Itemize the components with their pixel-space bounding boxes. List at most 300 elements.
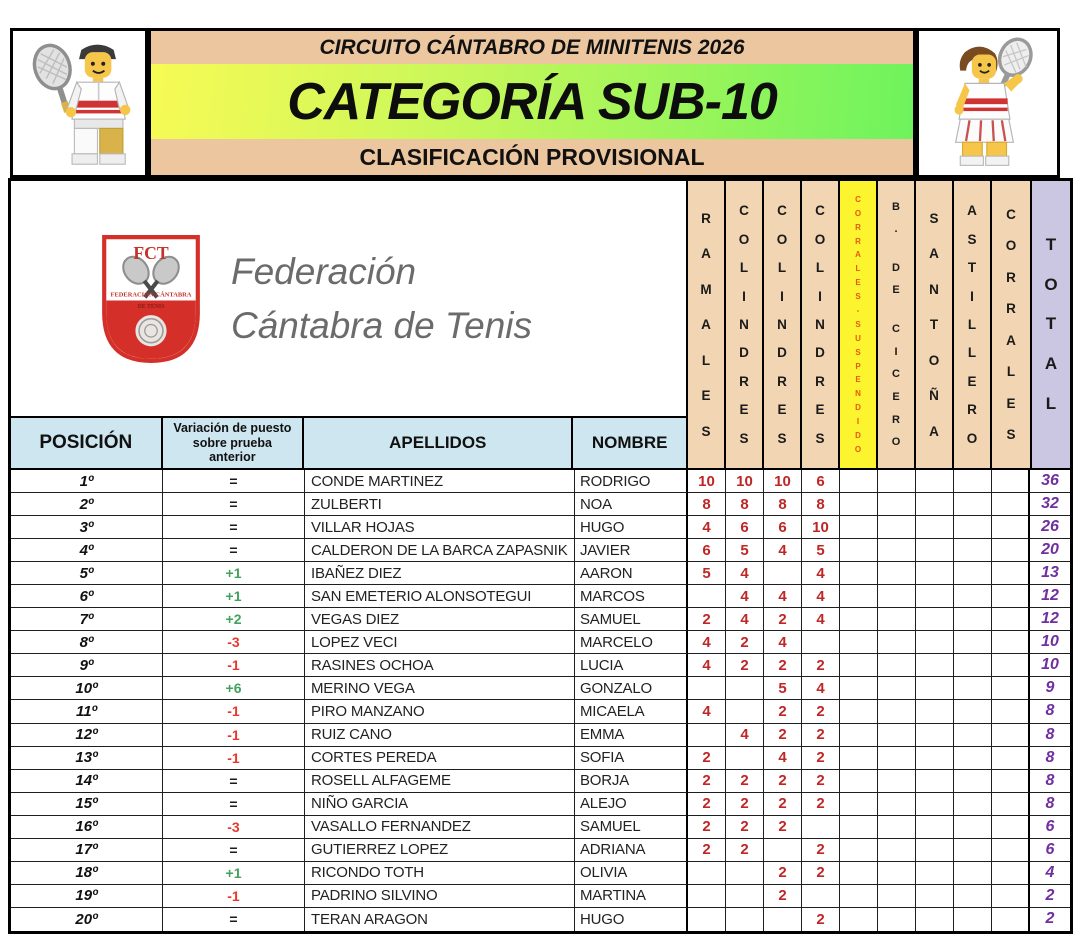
cell-apellidos: ZULBERTI [305,493,575,516]
cell-score [878,677,916,700]
cell-posicion: 16º [11,816,163,839]
cell-score [916,816,954,839]
cell-apellidos: LOPEZ VECI [305,631,575,654]
cell-variacion: -1 [163,747,305,770]
table-header-left-block [11,181,688,468]
column-header-nombre: NOMBRE [573,418,686,468]
cell-score: 5 [726,539,764,562]
cell-apellidos: RUIZ CANO [305,724,575,747]
column-header-astillero: A S T I L L E R O [954,181,992,468]
cell-posicion: 20º [11,908,163,931]
cell-score [878,816,916,839]
table-row [11,677,1070,700]
cell-posicion: 11º [11,700,163,723]
cell-score [954,608,992,631]
cell-apellidos: GUTIERREZ LOPEZ [305,839,575,862]
cell-score [878,700,916,723]
cell-nombre: MARTINA [575,885,688,908]
cell-score: 4 [688,516,726,539]
cell-variacion: -1 [163,724,305,747]
cell-score [840,908,878,931]
cell-score: 4 [726,585,764,608]
cell-score [878,470,916,493]
cell-apellidos: RICONDO TOTH [305,862,575,885]
cell-score: 4 [764,585,802,608]
cell-score [954,700,992,723]
cell-total: 2 [1045,910,1055,928]
cell-total: 12 [1030,608,1070,631]
cell-score: 2 [802,770,840,793]
cell-score [802,885,840,908]
cell-posicion: 4º [11,539,163,562]
cell-score: 2 [802,908,840,931]
column-header-colindres: C O L I N D R E S [802,181,840,468]
column-header-apellidos: APELLIDOS [304,418,573,468]
cell-total: 8 [1030,724,1070,747]
cell-total: 10 [1030,631,1070,654]
cell-variacion: -3 [163,631,305,654]
table-row [11,724,1070,747]
cell-variacion: = [163,793,305,816]
cell-score [992,585,1030,608]
cell-variacion: +6 [163,677,305,700]
lego-minifig-male-icon [21,36,137,170]
cell-score [688,908,726,931]
cell-score: 2 [688,770,726,793]
column-header-santoña: S A N T O Ñ A [916,181,954,468]
cell-apellidos: ROSELL ALFAGEME [305,770,575,793]
cell-score [840,585,878,608]
table-row [11,747,1070,770]
cell-score [992,885,1030,908]
cell-score [878,608,916,631]
cell-posicion: 1º [11,470,163,493]
cell-posicion: 10º [11,677,163,700]
cell-score: 2 [802,724,840,747]
cell-nombre: SOFIA [575,747,688,770]
cell-score: 2 [802,839,840,862]
cell-nombre: GONZALO [575,677,688,700]
cell-posicion: 3º [11,516,163,539]
cell-score [878,539,916,562]
cell-score [916,770,954,793]
cell-nombre: SAMUEL [575,816,688,839]
cell-variacion: = [163,839,305,862]
cell-score: 2 [688,747,726,770]
cell-posicion: 15º [11,793,163,816]
cell-score [954,493,992,516]
cell-score: 2 [764,724,802,747]
table-header-region [11,181,1070,470]
cell-score [992,493,1030,516]
cell-score [688,862,726,885]
federation-name [231,245,532,352]
cell-total: 9 [1030,677,1070,700]
cell-score [726,747,764,770]
cell-score: 2 [802,654,840,677]
cell-score [764,839,802,862]
cell-score [992,700,1030,723]
column-header-posicion: POSICIÓN [11,418,163,468]
column-header-b-de-cicero: B . D E C I C E R O [878,181,916,468]
federation-logo-area [11,181,686,416]
cell-score [992,793,1030,816]
cell-variacion: -1 [163,700,305,723]
cell-score [916,516,954,539]
cell-score: 4 [688,654,726,677]
column-header-row [11,416,686,468]
cell-posicion: 6º [11,585,163,608]
cell-total: 12 [1030,585,1070,608]
cell-score [916,470,954,493]
table-row [11,562,1070,585]
cell-apellidos: CONDE MARTINEZ [305,470,575,493]
cell-nombre: SAMUEL [575,608,688,631]
cell-score [916,608,954,631]
cell-score [878,562,916,585]
cell-score [992,724,1030,747]
cell-score [726,908,764,931]
cell-score: 8 [764,493,802,516]
cell-nombre: MARCOS [575,585,688,608]
cell-apellidos: VEGAS DIEZ [305,608,575,631]
cell-score: 2 [726,793,764,816]
cell-apellidos: CALDERON DE LA BARCA ZAPASNIK [305,539,575,562]
cell-score [878,908,916,931]
cell-nombre: HUGO [575,908,688,931]
cell-total: 6 [1030,816,1070,839]
column-header-total: T O T A L [1030,181,1070,468]
cell-score [916,885,954,908]
cell-score [840,793,878,816]
cell-apellidos: MERINO VEGA [305,677,575,700]
cell-score [916,654,954,677]
cell-total: 26 [1030,516,1070,539]
cell-score [840,862,878,885]
cell-score [878,862,916,885]
column-header-colindres: C O L I N D R E S [726,181,764,468]
cell-posicion: 18º [11,862,163,885]
cell-score [992,862,1030,885]
cell-score: 10 [802,516,840,539]
cell-posicion: 17º [11,839,163,862]
cell-score [840,747,878,770]
cell-score [688,677,726,700]
table-row [11,700,1070,723]
federation-name-line1: Federación [231,250,417,292]
table-row [11,770,1070,793]
cell-score: 10 [726,470,764,493]
cell-score [916,562,954,585]
cell-variacion: = [163,470,305,493]
cell-nombre: ADRIANA [575,839,688,862]
cell-nombre: BORJA [575,770,688,793]
cell-score [992,562,1030,585]
cell-score: 10 [688,470,726,493]
cell-apellidos: NIÑO GARCIA [305,793,575,816]
cell-score [992,747,1030,770]
lego-minifig-female-icon [929,36,1047,170]
cell-score [954,816,992,839]
cell-score [840,700,878,723]
cell-score: 2 [764,862,802,885]
cell-posicion: 8º [11,631,163,654]
banner-subtitle: CLASIFICACIÓN PROVISIONAL [151,139,913,175]
cell-variacion: +1 [163,562,305,585]
cell-score [954,631,992,654]
cell-score [954,516,992,539]
cell-variacion: +1 [163,862,305,885]
cell-score [802,816,840,839]
column-header-corrales-suspendido: C O R R A L E S - S U S P E N D I D O [840,181,878,468]
cell-score [840,654,878,677]
cell-score [954,908,992,931]
table-row [11,816,1070,839]
cell-apellidos: VILLAR HOJAS [305,516,575,539]
cell-score [954,677,992,700]
cell-score [840,885,878,908]
cell-score [916,493,954,516]
cell-nombre: EMMA [575,724,688,747]
cell-total: 32 [1030,493,1070,516]
cell-score: 6 [802,470,840,493]
cell-score [878,747,916,770]
table-row [11,862,1070,885]
cell-score [954,839,992,862]
cell-score [840,608,878,631]
cell-score [916,631,954,654]
cell-posicion: 9º [11,654,163,677]
cell-score [954,654,992,677]
cell-score: 5 [688,562,726,585]
cell-total: 6 [1030,839,1070,862]
cell-score [992,516,1030,539]
cell-score [954,470,992,493]
cell-score [954,585,992,608]
cell-variacion: = [163,908,305,931]
cell-nombre: RODRIGO [575,470,688,493]
cell-score: 10 [764,470,802,493]
cell-score [954,539,992,562]
cell-score [992,816,1030,839]
cell-score: 2 [764,700,802,723]
cell-score: 4 [726,608,764,631]
cell-total: 4 [1030,862,1070,885]
cell-score [992,654,1030,677]
cell-score: 4 [688,631,726,654]
cell-posicion: 14º [11,770,163,793]
cell-score [878,585,916,608]
cell-score: 4 [726,562,764,585]
cell-score: 2 [688,816,726,839]
cell-score: 4 [688,700,726,723]
cell-total: 10 [1030,654,1070,677]
cell-total: 8 [1030,700,1070,723]
cell-score: 2 [764,654,802,677]
shield-text-1: FEDERACIÓN CÁNTABRA [110,290,192,298]
cell-variacion: = [163,770,305,793]
table-row [11,539,1070,562]
cell-score [954,770,992,793]
banner [148,28,916,178]
cell-score: 4 [802,585,840,608]
table-row [11,585,1070,608]
shield-monogram: FCT [133,242,169,263]
cell-nombre: HUGO [575,516,688,539]
cell-score [764,562,802,585]
cell-apellidos: IBAÑEZ DIEZ [305,562,575,585]
cell-score [992,839,1030,862]
cell-score: 2 [802,793,840,816]
column-header-corrales: C O R R A L E S [992,181,1030,468]
cell-score [954,724,992,747]
cell-score: 2 [726,631,764,654]
cell-score [840,816,878,839]
cell-posicion: 2º [11,493,163,516]
cell-score [916,908,954,931]
cell-score [726,862,764,885]
column-header-colindres: C O L I N D R E S [764,181,802,468]
cell-score: 6 [726,516,764,539]
cell-score [878,793,916,816]
cell-score [992,470,1030,493]
classification-table [8,178,1073,934]
cell-variacion: -3 [163,816,305,839]
table-row [11,885,1070,908]
banner-category: CATEGORÍA SUB-10 [151,64,913,139]
cell-posicion: 19º [11,885,163,908]
cell-score [916,862,954,885]
cell-score: 2 [726,654,764,677]
cell-score [954,862,992,885]
lego-tennis-player-male-image [10,28,148,178]
banner-title: CIRCUITO CÁNTABRO DE MINITENIS 2026 [151,31,913,64]
cell-score: 2 [764,816,802,839]
column-header-variacion: Variación de puesto sobre prueba anterior [163,418,305,468]
cell-apellidos: VASALLO FERNANDEZ [305,816,575,839]
cell-score [688,724,726,747]
cell-score [726,700,764,723]
cell-score: 2 [802,747,840,770]
cell-score: 8 [726,493,764,516]
cell-variacion: = [163,539,305,562]
cell-score [840,493,878,516]
cell-variacion: -1 [163,654,305,677]
cell-posicion: 12º [11,724,163,747]
cell-score [840,677,878,700]
cell-score [726,677,764,700]
cell-score: 6 [688,539,726,562]
cell-total: 13 [1030,562,1070,585]
table-body [11,470,1070,931]
cell-total: 8 [1030,793,1070,816]
table-row [11,608,1070,631]
cell-score: 2 [764,608,802,631]
cell-score: 4 [764,747,802,770]
lego-tennis-player-female-image [916,28,1060,178]
cell-nombre: OLIVIA [575,862,688,885]
cell-posicion: 13º [11,747,163,770]
cell-score [878,631,916,654]
cell-score [992,608,1030,631]
cell-total: 20 [1030,539,1070,562]
table-row [11,493,1070,516]
cell-nombre: ALEJO [575,793,688,816]
cell-score [878,654,916,677]
cell-score [764,908,802,931]
cell-score [878,770,916,793]
cell-score: 2 [764,793,802,816]
cell-score [802,631,840,654]
cell-score [840,631,878,654]
cell-score [840,516,878,539]
cell-apellidos: PADRINO SILVINO [305,885,575,908]
cell-score: 2 [802,700,840,723]
cell-score [878,516,916,539]
cell-score [688,885,726,908]
cell-apellidos: SAN EMETERIO ALONSOTEGUI [305,585,575,608]
cell-score: 8 [802,493,840,516]
cell-score [726,885,764,908]
federation-name-line2: Cántabra de Tenis [231,304,533,346]
cell-score: 4 [764,631,802,654]
cell-score [878,493,916,516]
cell-score: 4 [802,562,840,585]
federation-shield-icon [99,234,203,364]
cell-total: 2 [1030,885,1070,908]
table-row [11,654,1070,677]
cell-score [992,908,1030,931]
cell-score: 2 [726,770,764,793]
cell-score: 2 [726,839,764,862]
cell-score [878,885,916,908]
cell-score [840,470,878,493]
cell-apellidos: RASINES OCHOA [305,654,575,677]
cell-nombre: NOA [575,493,688,516]
cell-score [954,885,992,908]
cell-score: 4 [764,539,802,562]
cell-score [916,747,954,770]
cell-score: 2 [764,885,802,908]
cell-nombre: MARCELO [575,631,688,654]
cell-score [954,793,992,816]
table-row [11,908,1070,931]
column-header-ramales: R A M A L E S [688,181,726,468]
cell-score [878,839,916,862]
cell-score [840,724,878,747]
cell-apellidos: TERAN ARAGON [305,908,575,931]
cell-score [916,839,954,862]
cell-variacion: +1 [163,585,305,608]
shield-text-2: DE TENIS [137,303,165,310]
cell-posicion: 5º [11,562,163,585]
cell-score: 2 [726,816,764,839]
cell-apellidos: PIRO MANZANO [305,700,575,723]
cell-variacion: = [163,493,305,516]
cell-score: 4 [726,724,764,747]
cell-score: 2 [688,839,726,862]
table-row [11,839,1070,862]
cell-nombre: LUCIA [575,654,688,677]
cell-nombre: JAVIER [575,539,688,562]
cell-score [916,539,954,562]
cell-score [916,724,954,747]
cell-score: 5 [764,677,802,700]
cell-score [840,770,878,793]
table-row [11,470,1070,493]
cell-score [916,793,954,816]
cell-score [916,700,954,723]
